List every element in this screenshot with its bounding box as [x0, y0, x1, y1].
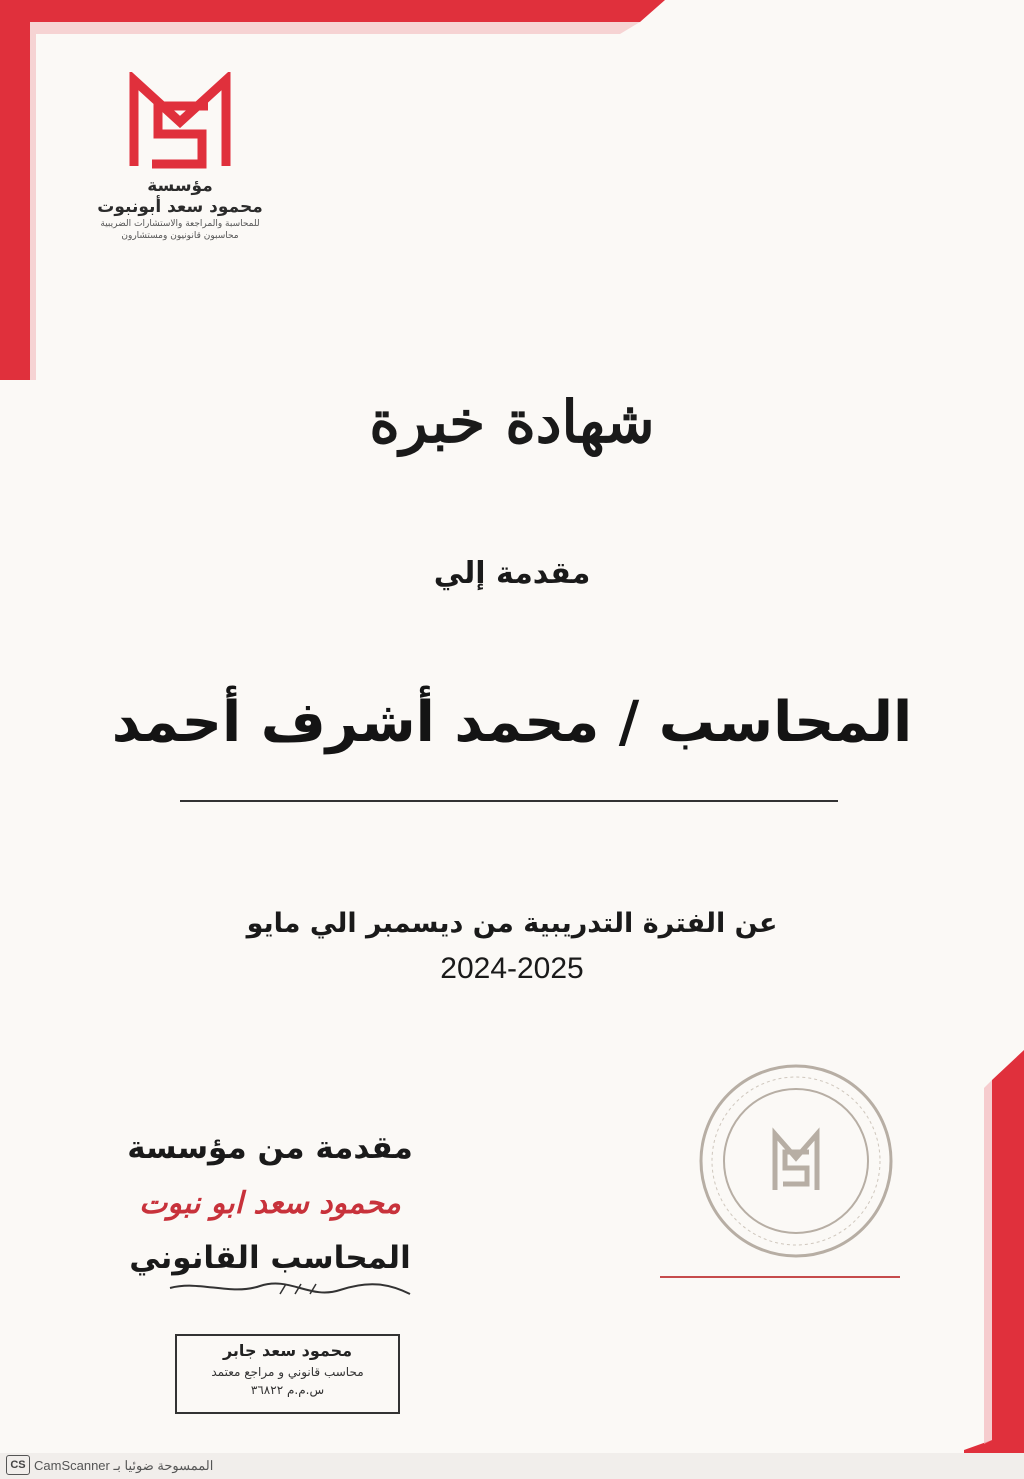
- camscanner-badge: CS: [6, 1455, 30, 1475]
- stamp-name: محمود سعد جابر: [222, 1341, 353, 1360]
- org-line-4: محاسبون قانونيون ومستشارون: [121, 231, 239, 241]
- stamp-registration: س.م.م ٣٦٨٢٢: [250, 1383, 325, 1397]
- training-years: 2024-2025: [440, 952, 584, 985]
- issued-by-label: مقدمة من مؤسسة: [127, 1130, 413, 1166]
- stamp-title: محاسب قانوني و مراجع معتمد: [211, 1365, 364, 1379]
- org-line-1: مؤسسة: [147, 176, 213, 196]
- organization-block: [60, 176, 300, 242]
- org-line-3: للمحاسبة والمراجعة والاستشارات الضريبية: [100, 219, 260, 229]
- official-seal-icon: [697, 1062, 895, 1260]
- camscanner-text: الممسوحة ضوئيا بـ CamScanner: [34, 1458, 214, 1473]
- recipient-name: المحاسب / محمد أشرف أحمد: [111, 690, 913, 755]
- certificate-title: شهادة خبرة: [369, 388, 655, 456]
- issuer-title: المحاسب القانوني: [129, 1240, 411, 1276]
- signature-scribble: [160, 1260, 420, 1310]
- name-underline: [180, 800, 838, 802]
- issuer-name: محمود سعد ابو نبوت: [139, 1186, 401, 1221]
- accountant-stamp: [175, 1334, 400, 1414]
- training-period: عن الفترة التدريبية من ديسمبر الي مايو: [246, 908, 778, 939]
- scanner-footer: [0, 1453, 1024, 1479]
- signature-line: [660, 1276, 900, 1278]
- ms-logo-icon: [128, 72, 232, 172]
- org-name: محمود سعد أبونبوت: [97, 197, 263, 217]
- presented-to: مقدمة إلي: [433, 556, 591, 591]
